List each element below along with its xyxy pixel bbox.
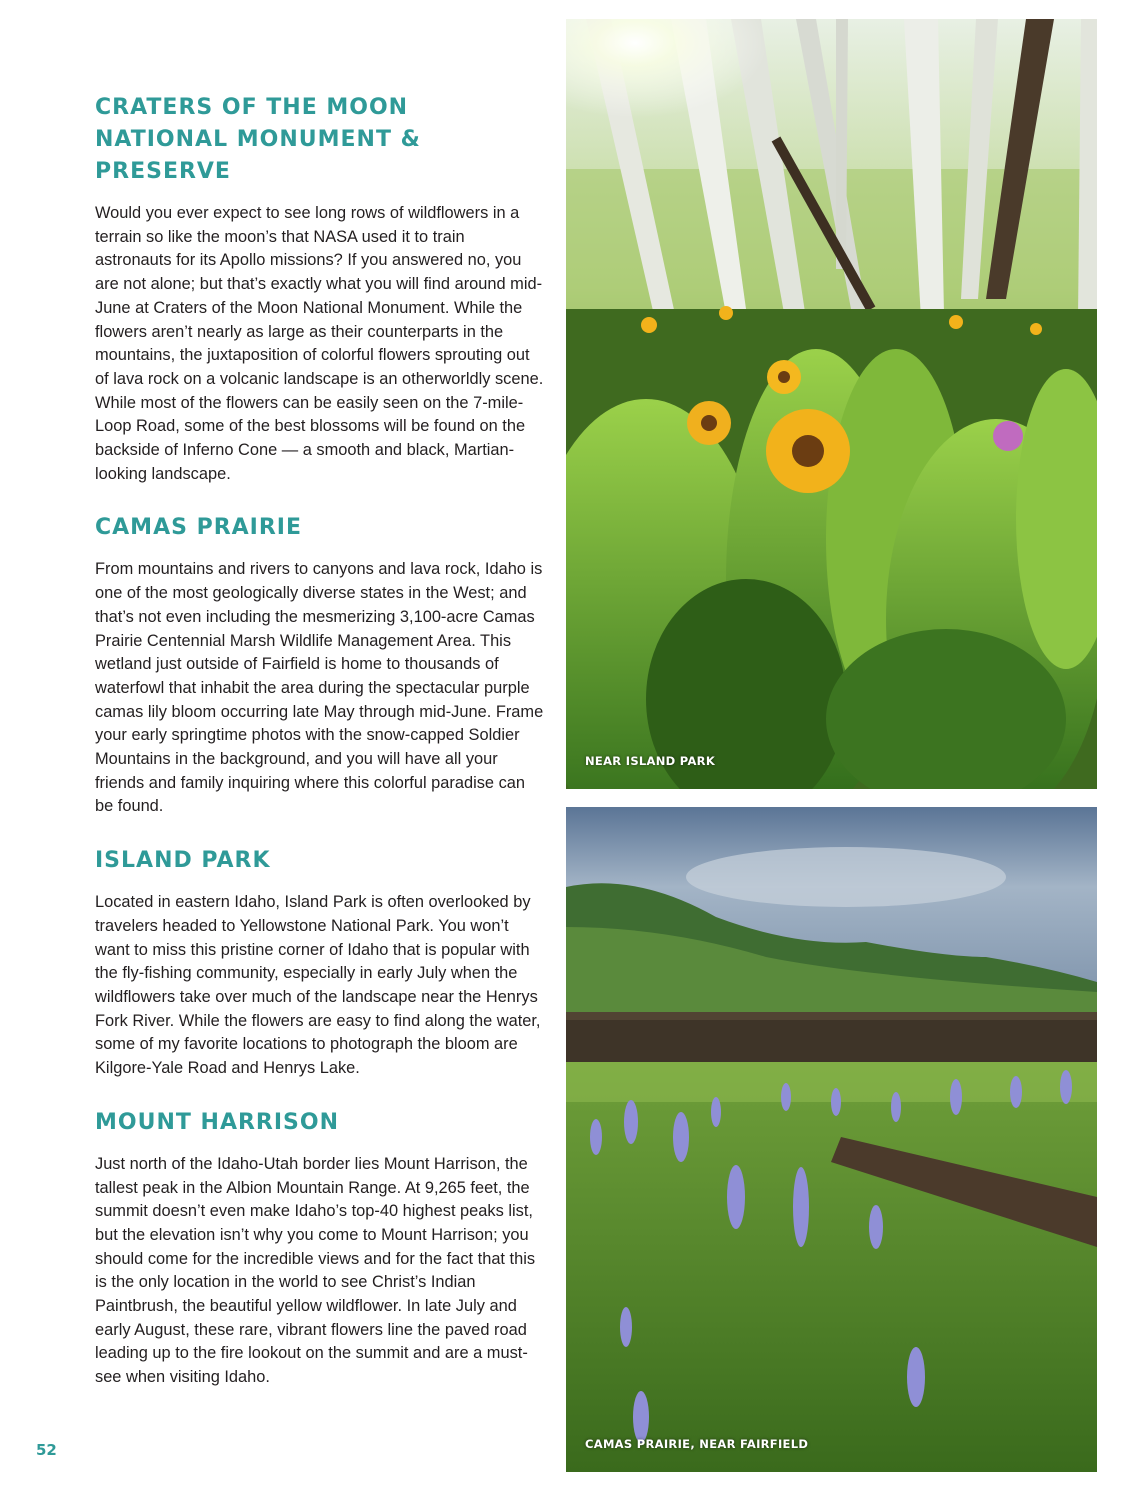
section-body: Would you ever expect to see long rows of wildflowers in a terrain so like the moon’s that NASA used it to train astronauts for its Apollo missions? If you answered no, you are not alone; but that’s exactly what you will find around mid-June at Craters of the Moon National Monument. While the flowers aren’t nearly as large as their counterparts in the mountains, the juxtaposition of colorful flowers sprouting out of lava rock on a volcanic landscape is an otherworldly scene. While most of the flowers can be easily seen on the 7-mile-Loop Road, some of the best blossoms will be found on the backside of Inferno Cone — a smooth and black, Martian-looking landscape. <box>95 204 544 483</box>
page-number: 52 <box>36 1441 57 1459</box>
photo-camas-prairie <box>566 807 1097 1472</box>
section-body: Located in eastern Idaho, Island Park is often overlooked by travelers headed to Yellowstone National Park. You won’t want to miss this pristine corner of Idaho that is popular with the fly-fishing community, especially in early July when the wildflowers take over much of the landscape near the Henrys Fork River. While the flowers are easy to find along the water, some of my favorite locations to photograph the bloom are Kilgore-Yale Road and Henrys Lake. <box>95 893 541 1078</box>
section-mount-harrison <box>95 1107 545 1390</box>
photo-caption: CAMAS PRAIRIE, NEAR FAIRFIELD <box>585 1437 809 1451</box>
section-heading: CAMAS PRAIRIE <box>95 515 303 541</box>
section-heading: CRATERS OF THE MOON NATIONAL MONUMENT & PRESERVE <box>95 95 421 184</box>
section-body: From mountains and rivers to canyons and lava rock, Idaho is one of the most geologically diverse states in the West; and that’s not even including the mesmerizing 3,100-acre Camas Prairie Centennial Marsh Wildlife Management Area. This wetland just outside of Fairfield is home to thousands of waterfowl that inhabit the area during the spectacular purple camas lily bloom occurring late May through mid-June. Frame your early springtime photos with the snow-capped Soldier Mountains in the background, and you will have all your friends and family inquiring where this colorful paradise can be found. <box>95 560 544 816</box>
aspen-wildflower-image <box>566 19 1097 789</box>
section-island-park <box>95 845 545 1081</box>
section-heading: MOUNT HARRISON <box>95 1109 340 1135</box>
photo-caption: NEAR ISLAND PARK <box>585 754 716 768</box>
section-camas-prairie <box>95 512 545 819</box>
section-craters-of-the-moon <box>95 92 545 486</box>
section-body: Just north of the Idaho-Utah border lies Mount Harrison, the tallest peak in the Albion Mountain Range. At 9,265 feet, the summit doesn’t even make Idaho’s top-40 highest peaks list, but the elevation isn’t why you come to Mount Harrison; you should come for the incredible views and for the fact that this is the only location in the world to see Christ’s Indian Paintbrush, the beautiful yellow wildflower. In late July and early August, these rare, vibrant flowers line the paved road leading up to the fire lookout on the summit and are a must-see when visiting Idaho. <box>95 1154 536 1387</box>
section-heading: ISLAND PARK <box>95 848 271 874</box>
article-column <box>95 92 545 1416</box>
camas-prairie-image <box>566 807 1097 1472</box>
photo-aspen-wildflowers <box>566 19 1097 789</box>
